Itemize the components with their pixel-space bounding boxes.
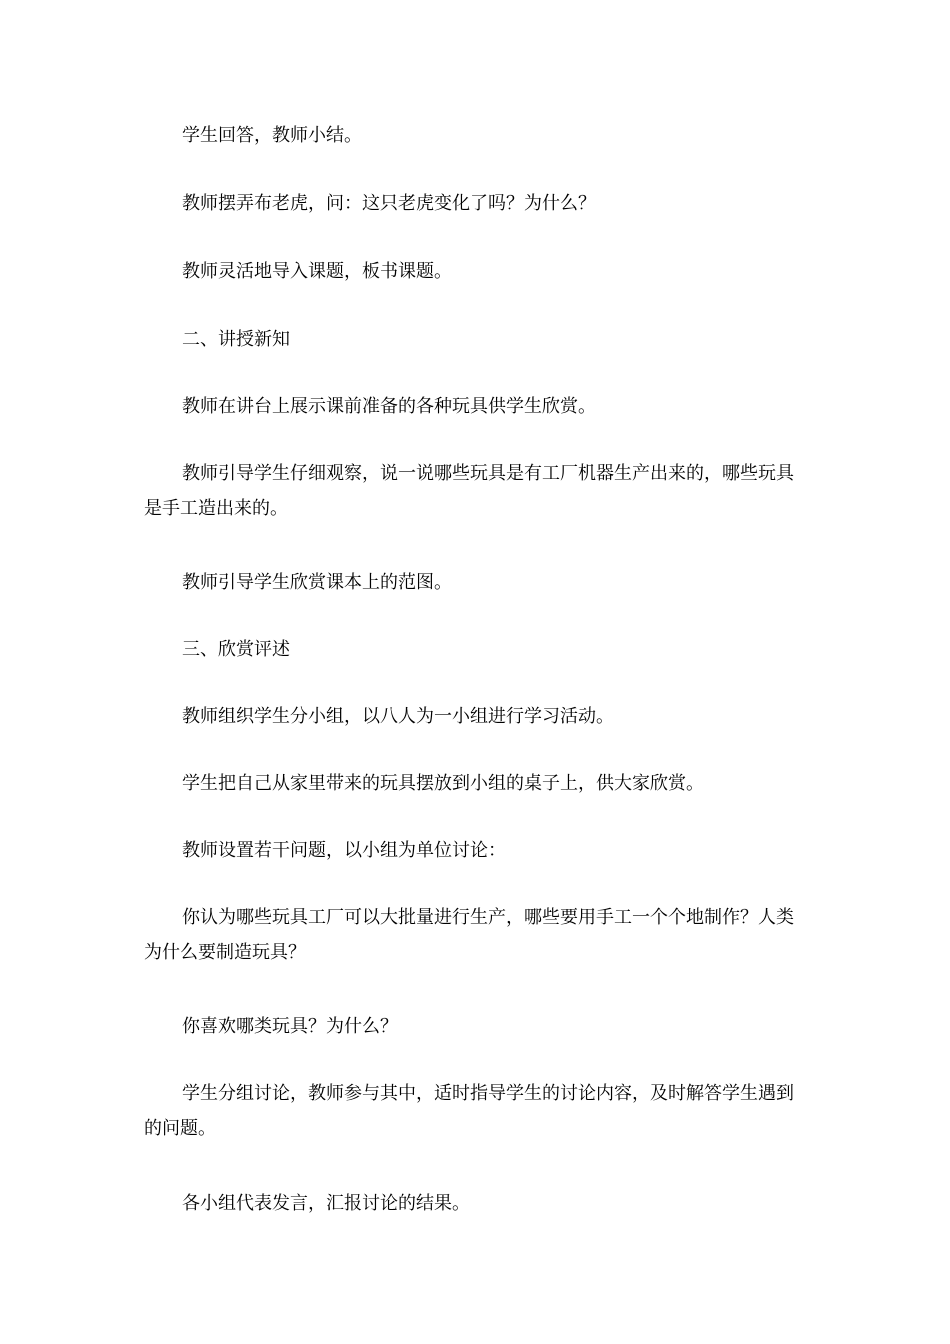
paragraph-12: 你认为哪些玩具工厂可以大批量进行生产，哪些要用手工一个个地制作？人类为什么要制造玩具？ (144, 907, 794, 963)
paragraph-1: 学生回答，教师小结。 (182, 125, 362, 146)
paragraph-5: 教师在讲台上展示课前准备的各种玩具供学生欣赏。 (182, 396, 596, 417)
paragraph-15: 各小组代表发言，汇报讨论的结果。 (182, 1193, 470, 1214)
paragraph-2: 教师摆弄布老虎，问：这只老虎变化了吗？为什么？ (182, 193, 596, 214)
paragraph-10: 学生把自己从家里带来的玩具摆放到小组的桌子上，供大家欣赏。 (182, 773, 704, 794)
paragraph-9: 教师组织学生分小组，以八人为一小组进行学习活动。 (182, 706, 614, 727)
paragraph-7: 教师引导学生欣赏课本上的范图。 (182, 572, 452, 593)
section-heading-3: 三、欣赏评述 (182, 639, 290, 660)
paragraph-6: 教师引导学生仔细观察，说一说哪些玩具是有工厂机器生产出来的，哪些玩具是手工造出来的。 (144, 463, 794, 519)
paragraph-13: 你喜欢哪类玩具？为什么？ (182, 1016, 398, 1037)
section-heading-2: 二、讲授新知 (182, 329, 290, 350)
paragraph-3: 教师灵活地导入课题，板书课题。 (182, 261, 452, 282)
paragraph-14: 学生分组讨论，教师参与其中，适时指导学生的讨论内容，及时解答学生遇到的问题。 (144, 1083, 794, 1139)
paragraph-11: 教师设置若干问题，以小组为单位讨论： (182, 840, 506, 861)
